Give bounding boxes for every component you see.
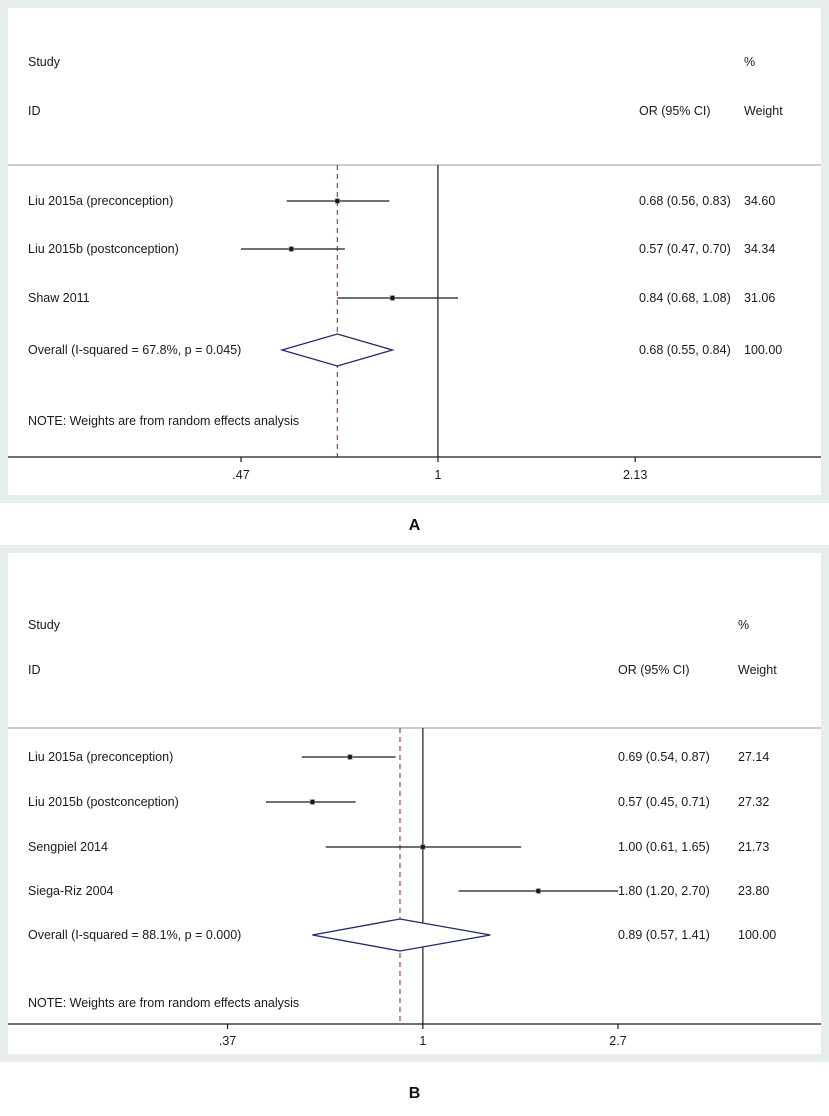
study-weight: 27.32	[738, 795, 770, 809]
study-or-ci: 0.84 (0.68, 1.08)	[639, 291, 731, 305]
overall-weight: 100.00	[738, 928, 777, 942]
x-tick-label: 2.7	[609, 1034, 627, 1048]
study-weight: 34.34	[744, 242, 776, 256]
panel-label-b: B	[408, 1085, 421, 1102]
study-label: Sengpiel 2014	[28, 840, 108, 854]
study-label: Liu 2015b (postconception)	[28, 242, 179, 256]
study-weight: 21.73	[738, 840, 770, 854]
study-or-ci: 0.57 (0.47, 0.70)	[639, 242, 731, 256]
study-weight: 34.60	[744, 194, 776, 208]
study-label: Siega-Riz 2004	[28, 884, 114, 898]
forest-plot-panel-a	[0, 0, 829, 503]
forest-plot-b	[8, 553, 821, 1054]
study-weight: 31.06	[744, 291, 776, 305]
header-study: Study	[28, 618, 60, 632]
study-weight: 27.14	[738, 750, 770, 764]
analysis-note: NOTE: Weights are from random effects analysis	[28, 996, 300, 1010]
point-estimate	[390, 296, 395, 301]
study-label: Liu 2015a (preconception)	[28, 194, 174, 208]
x-tick-label: 1	[419, 1034, 427, 1048]
forest-plot-a	[8, 8, 821, 495]
plot-area-a	[8, 8, 821, 495]
overall-or-ci: 0.89 (0.57, 1.41)	[618, 928, 710, 942]
analysis-note: NOTE: Weights are from random effects analysis	[28, 414, 300, 428]
overall-weight: 100.00	[744, 343, 783, 357]
study-label: Shaw 2011	[28, 291, 90, 305]
overall-label: Overall (I-squared = 67.8%, p = 0.045)	[28, 343, 242, 357]
plot-area-b	[8, 553, 821, 1054]
x-tick-label: 1	[434, 468, 442, 482]
header-percent: %	[744, 55, 756, 69]
point-estimate	[348, 755, 353, 760]
study-label: Liu 2015a (preconception)	[28, 750, 174, 764]
header-weight: Weight	[744, 104, 783, 118]
study-or-ci: 0.68 (0.56, 0.83)	[639, 194, 731, 208]
header-weight: Weight	[738, 663, 777, 677]
header-id: ID	[28, 104, 41, 118]
point-estimate	[420, 845, 425, 850]
study-or-ci: 1.00 (0.61, 1.65)	[618, 840, 710, 854]
point-estimate	[536, 889, 541, 894]
study-weight: 23.80	[738, 884, 770, 898]
point-estimate	[310, 800, 315, 805]
point-estimate	[335, 199, 340, 204]
x-tick-label: 2.13	[622, 468, 648, 482]
overall-label: Overall (I-squared = 88.1%, p = 0.000)	[28, 928, 242, 942]
header-id: ID	[28, 663, 41, 677]
study-or-ci: 0.69 (0.54, 0.87)	[618, 750, 710, 764]
overall-or-ci: 0.68 (0.55, 0.84)	[639, 343, 731, 357]
header-study: Study	[28, 55, 60, 69]
point-estimate	[289, 247, 294, 252]
overall-diamond	[282, 334, 392, 366]
study-or-ci: 1.80 (1.20, 2.70)	[618, 884, 710, 898]
forest-plot-panel-b	[0, 545, 829, 1062]
study-or-ci: 0.57 (0.45, 0.71)	[618, 795, 710, 809]
header-or-ci: OR (95% CI)	[618, 663, 690, 677]
study-label: Liu 2015b (postconception)	[28, 795, 179, 809]
x-tick-label: .47	[232, 468, 250, 482]
header-or-ci: OR (95% CI)	[639, 104, 711, 118]
overall-diamond	[312, 919, 490, 951]
header-percent: %	[738, 618, 750, 632]
panel-label-a: A	[408, 517, 421, 534]
x-tick-label: .37	[218, 1034, 237, 1048]
